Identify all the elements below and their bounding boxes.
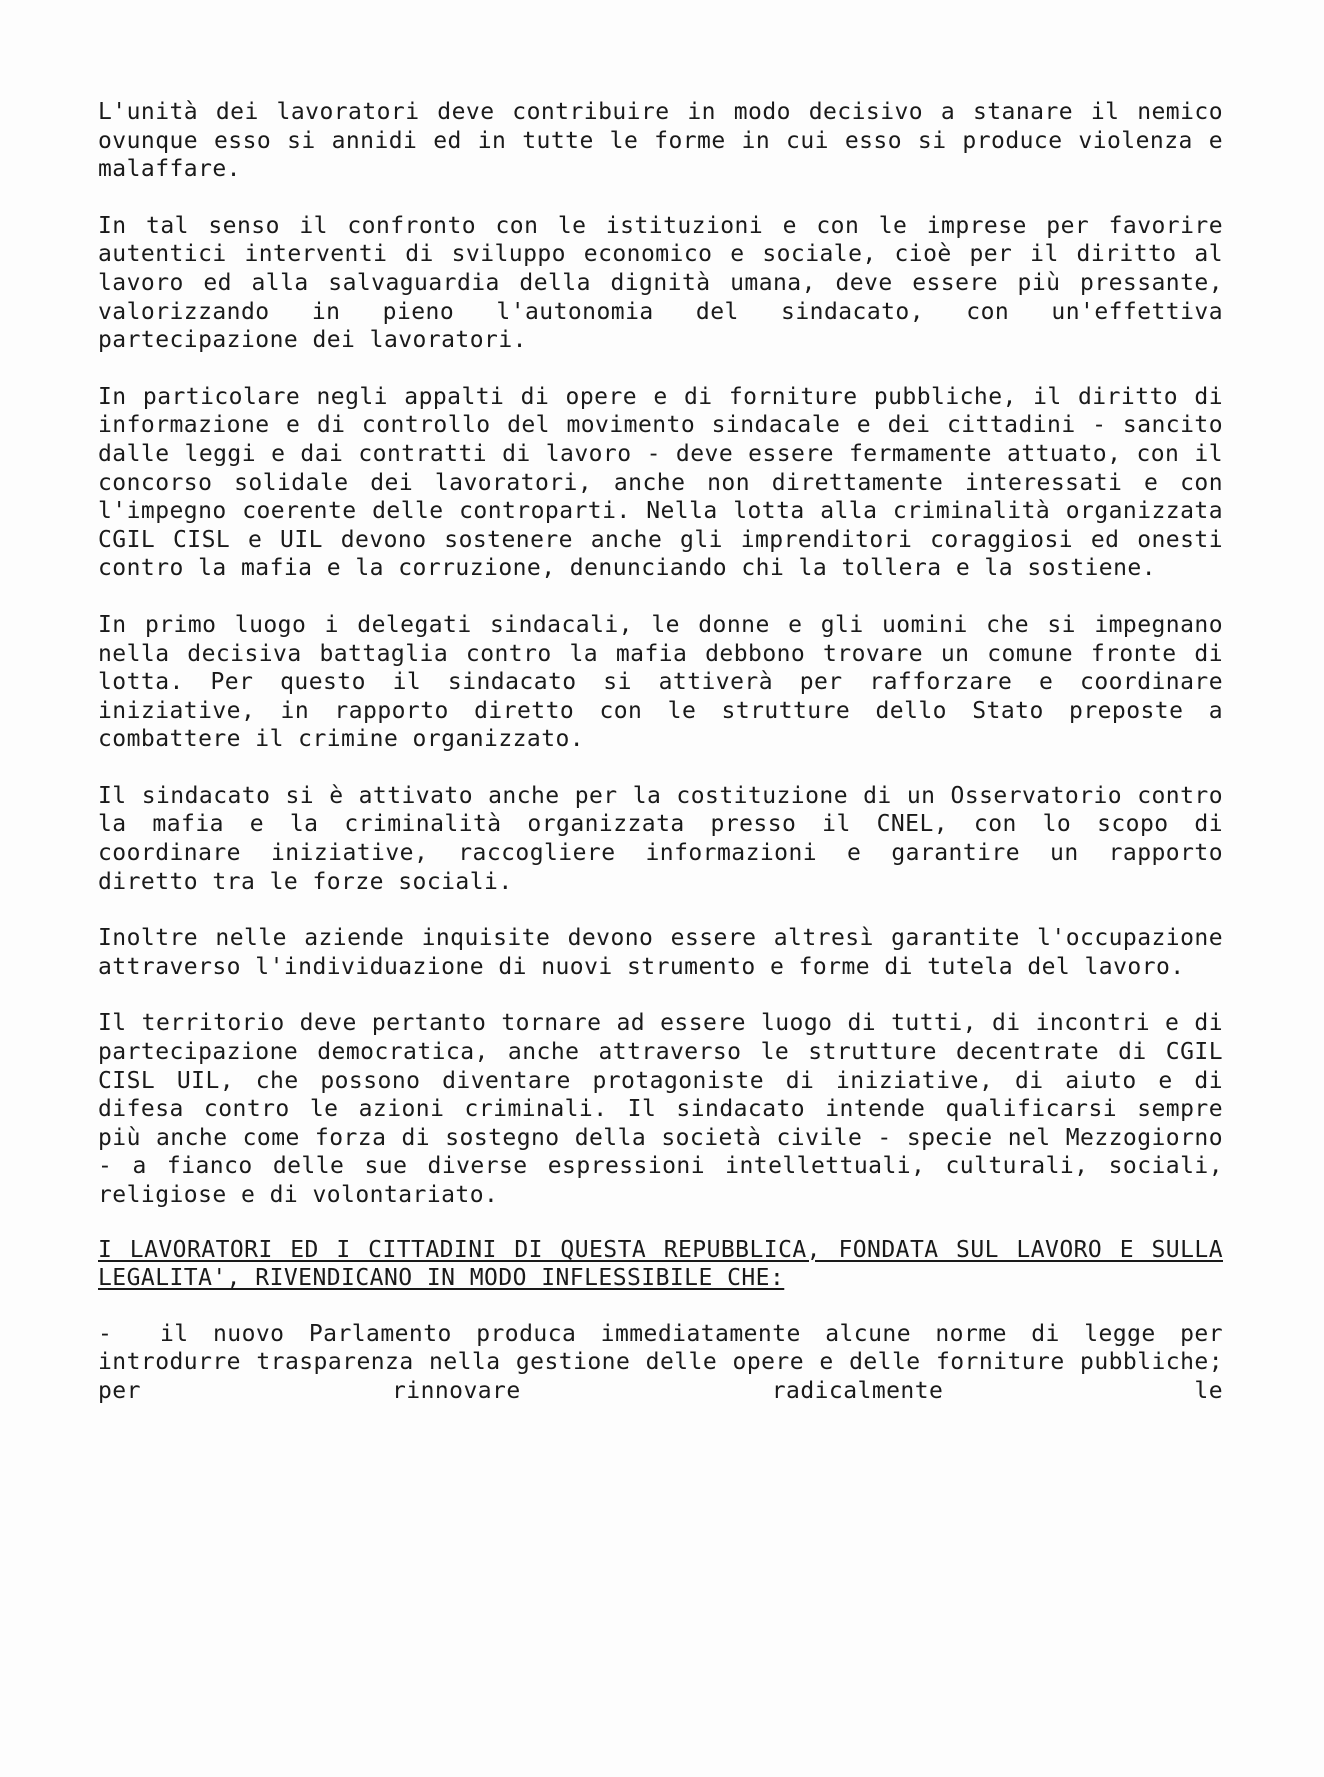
paragraph-appalti-pubblici: In particolare negli appalti di opere e di forniture pubbliche, il diritto di informazione e di controllo del movimento sindacale e dei cittadini - sancito dalle leggi e dai contratti di lavoro - deve essere fermamente attuato, con il concorso solidale dei lavoratori, anche non direttamente interessati e con l'impegno coerente delle controparti. Nella lotta alla criminalità organizzata CGIL CISL e UIL devono sostenere anche gli imprenditori coraggiosi ed onesti contro la mafia e la corruzione, denunciando chi la tollera e la sostiene. (98, 383, 1223, 582)
paragraph-territorio: Il territorio deve pertanto tornare ad essere luogo di tutti, di incontri e di partecipazione democratica, anche attraverso le strutture decentrate di CGIL CISL UIL, che possono diventare protagoniste di iniziative, di aiuto e di difesa contro le azioni criminali. Il sindacato intende qualificarsi sempre più anche come forza di sostegno della società civile - specie nel Mezzogiorno - a fianco delle sue diverse espressioni intellettuali, culturali, sociali, religiose e di volontariato. (98, 1010, 1223, 1208)
paragraph-aziende-inquisite: Inoltre nelle aziende inquisite devono essere altresì garantite l'occupazione attraverso l'individuazione di nuovi strumento e forme di tutela del lavoro. (98, 925, 1223, 980)
paragraph-confronto-istituzioni: In tal senso il confronto con le istituzioni e con le imprese per favorire autentici interventi di sviluppo economico e sociale, cioè per il diritto al lavoro ed alla salvaguardia della dignità umana, deve essere più pressante, valorizzando in pieno l'autonomia del sindacato, con un'effettiva partecipazione dei lavoratori. (98, 212, 1223, 354)
document-body (98, 98, 1223, 1406)
paragraph-osservatorio-cnel: Il sindacato si è attivato anche per la costituzione di un Osservatorio contro la mafia e la criminalità organizzata presso il CNEL, con lo scopo di coordinare iniziative, raccogliere informazioni e garantire un rapporto diretto tra le forze sociali. (98, 782, 1223, 895)
paragraph-delegati-sindacali: In primo luogo i delegati sindacali, le donne e gli uomini che si impegnano nella decisiva battaglia contro la mafia debbono trovare un comune fronte di lotta. Per questo il sindacato si attiverà per rafforzare e coordinare iniziative, in rapporto diretto con le strutture dello Stato preposte a combattere il crimine organizzato. (98, 611, 1223, 753)
paragraph-workers-unity: L'unità dei lavoratori deve contribuire in modo decisivo a stanare il nemico ovunque esso si annidi ed in tutte le forme in cui esso si produce violenza e malaffare. (98, 99, 1223, 183)
bullet-text: il nuovo Parlamento produca immediatamente alcune norme di legge per introdurre trasparenza nella gestione delle opere e delle forniture pubbliche; per rinnovare radicalmente le (98, 1320, 1223, 1404)
section-heading: I LAVORATORI ED I CITTADINI DI QUESTA REPUBBLICA, FONDATA SUL LAVORO E SULLA LEGALITA', RIVENDICANO IN MODO INFLESSIBILE CHE: (98, 1236, 1223, 1292)
bullet-item-parlamento (98, 1320, 1223, 1406)
bullet-marker: - (98, 1320, 113, 1347)
